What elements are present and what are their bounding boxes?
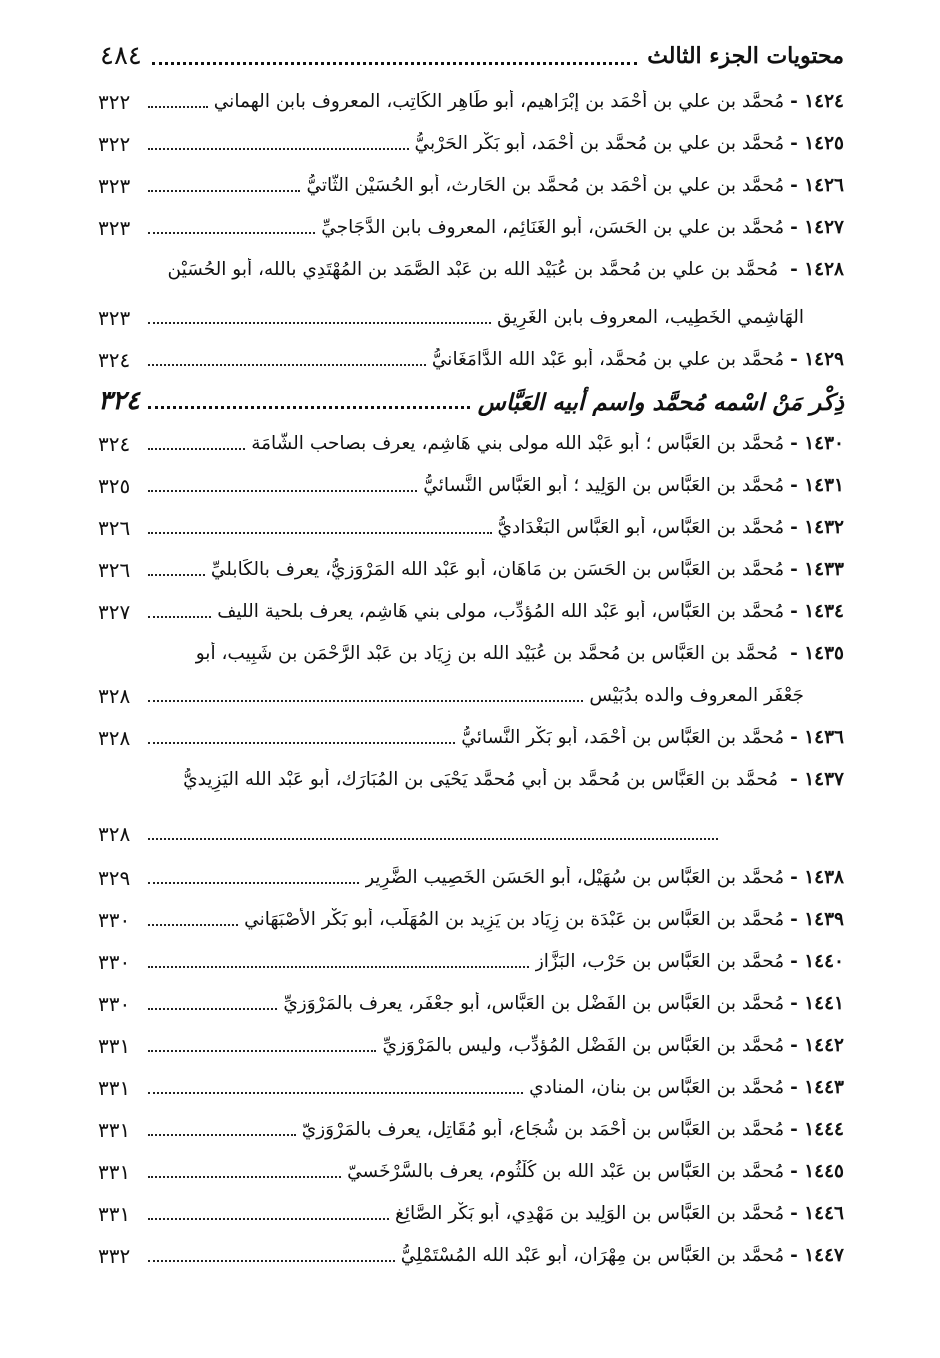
entry-number: ١٤٢٩ -: [790, 349, 844, 370]
leader-dots: [148, 700, 583, 702]
entry-row: [98, 982, 844, 1024]
entry-row: [98, 716, 844, 758]
entry-text: مُحمَّد بن العَبَّاس، أبو العَبَّاس البَغْدَاديُّ: [497, 517, 785, 538]
entry-page: ٣٣١: [98, 1118, 131, 1142]
leader-dots: [148, 1176, 341, 1178]
leader-dots: [148, 148, 409, 150]
section-title: ذِكْر مَنْ اسْمه مُحمَّد واسم أبيه العَبَّاس: [477, 389, 844, 416]
entry-number: ١٤٢٥ -: [790, 133, 844, 154]
entry-text: مُحمَّد بن العَبَّاس بن الوَلِيد ؛ أبو العَبَّاس النَّسائيُّ: [423, 475, 785, 496]
entry-page: ٣٢٤: [98, 432, 131, 456]
entry-text: مُحمَّد بن العَبَّاس بن عَبْدَة بن زِيَاد بن يَزِيد بن المُهَلَّب، أبو بَكْر الأصْبَهَاني: [244, 909, 785, 930]
leader-dots: [148, 742, 455, 744]
entry-page: ٣٢٨: [98, 822, 131, 846]
entry-number: ١٤٢٧ -: [790, 217, 844, 238]
leader-dots: [148, 406, 470, 409]
entry-page: ٣٣١: [98, 1202, 131, 1226]
entry-text-continued: جَعْفَر المعروف والده بدُبَيْس: [589, 685, 804, 706]
leader-dots: [148, 364, 426, 366]
entry-text: مُحمَّد بن العَبَّاس بن حَرْب، البَزَّاز: [534, 951, 785, 972]
entry-row: [98, 164, 844, 206]
entry-text: مُحمَّد بن علي بن أحْمَد بن إبْرَاهيم، أبو طَاهِر الكَاتِب، المعروف بابن الهماني: [213, 91, 785, 112]
entry-page: ٣٣١: [98, 1160, 131, 1184]
entry-page: ٣٣١: [98, 1034, 131, 1058]
entry-text: مُحمَّد بن العَبَّاس بن أحْمَد بن شُجَاع، أبو مُقَاتِل، يعرف بالمَرْوَزيّ: [301, 1119, 785, 1140]
entry-page: ٣٢٣: [98, 174, 131, 198]
entry-row: [98, 122, 844, 164]
entry-line-1: [98, 768, 844, 792]
entry-page: ٣٢٤: [98, 348, 131, 372]
leader-dots: [148, 532, 492, 534]
entry-row-multiline: [98, 758, 844, 854]
entry-text: مُحمَّد بن العَبَّاس بن الفَضْل المُؤدِّب، وليس بالمَرْوَزيِّ: [382, 1035, 785, 1056]
entry-row: [98, 80, 844, 122]
entry-row: [98, 1150, 844, 1192]
entry-page: ٣٢٩: [98, 866, 131, 890]
entry-page: ٣٢٥: [98, 474, 131, 498]
entry-text: مُحمَّد بن العَبَّاس بن أحْمَد، أبو بَكْر النَّسائيُّ: [461, 727, 785, 748]
entry-page: ٣٢٣: [98, 216, 131, 240]
entry-number: ١٤٣١ -: [790, 475, 844, 496]
entry-text: مُحمَّد بن العَبَّاس بن مُحمَّد بن عُبَيْد الله بن زِيَاد بن عَبْد الرَّحْمَن بن شَبِيب، أبو: [195, 643, 779, 664]
entry-row: [98, 422, 844, 464]
entry-text: مُحمَّد بن علي بن مُحمَّد بن عُبَيْد الله بن عَبْد الصَّمَد بن المُهْتَدِي بالله، أبو الحُسَيْن: [167, 259, 779, 280]
page-header: [100, 36, 844, 76]
entry-row: [98, 506, 844, 548]
entry-row: [98, 548, 844, 590]
leader-dots: [148, 322, 491, 324]
leader-dots: [148, 232, 315, 234]
entry-number: ١٤٣٠ -: [790, 433, 844, 454]
entry-number: ١٤٢٦ -: [790, 175, 844, 196]
entry-page: ٣٢٦: [98, 516, 131, 540]
entry-line-1: [98, 258, 844, 282]
entry-number: ١٤٣٦ -: [790, 727, 844, 748]
leader-dots: [148, 838, 718, 840]
entry-line-2: [98, 684, 844, 708]
contents-list: [98, 80, 844, 1276]
header-title: محتويات الجزء الثالث: [647, 43, 844, 69]
header-leader-dots: [152, 48, 637, 65]
entry-page: ٣٢٨: [98, 726, 131, 750]
entry-page: ٣٢٣: [98, 306, 131, 330]
entry-number: ١٤٣٩ -: [790, 909, 844, 930]
entry-number: ١٤٤٣ -: [790, 1077, 844, 1098]
entry-text: مُحمَّد بن علي بن الحَسَن، أبو الغَنَائِم، المعروف بابن الدَّجَاجيِّ: [321, 217, 785, 238]
entry-row: [98, 898, 844, 940]
entry-number: ١٤٤٢ -: [790, 1035, 844, 1056]
entry-number: ١٤٢٤ -: [790, 91, 844, 112]
entry-row: [98, 590, 844, 632]
leader-dots: [148, 106, 208, 108]
leader-dots: [148, 1134, 296, 1136]
leader-dots: [148, 616, 211, 618]
entry-row-multiline: [98, 248, 844, 338]
entry-page: ٣٢٧: [98, 600, 131, 624]
entry-text: مُحمَّد بن العَبَّاس بن بنان، المنادي: [529, 1077, 785, 1098]
leader-dots: [148, 574, 205, 576]
entry-number: ١٤٤٤ -: [790, 1119, 844, 1140]
entry-number: ١٤٤٥ -: [790, 1161, 844, 1182]
entry-text: مُحمَّد بن العَبَّاس بن الحَسَن بن مَاهَان، أبو عَبْد الله المَرْوَزيُّ، يعرف بالكَابليِّ: [210, 559, 785, 580]
entry-page: ٣٣٠: [98, 908, 131, 932]
leader-dots: [148, 1008, 277, 1010]
entry-row: [98, 338, 844, 380]
section-heading: [98, 380, 844, 422]
entry-number: ١٤٣٥ -: [790, 643, 844, 664]
entry-text: مُحمَّد بن العَبَّاس بن سُهَيْل، أبو الحَسَن الخَصِيب الضَّرِير: [365, 867, 785, 888]
entry-number: ١٤٤٦ -: [790, 1203, 844, 1224]
entry-text: مُحمَّد بن علي بن مُحمَّد، أبو عَبْد الله الدَّامَغَانيُّ: [431, 349, 785, 370]
leader-dots: [148, 190, 300, 192]
entry-text: مُحمَّد بن العَبَّاس ؛ أبو عَبْد الله مولى بني هَاشِم، يعرف بصاحب الشَّامَة: [251, 433, 785, 454]
leader-dots: [148, 924, 238, 926]
entry-page: ٣٢٦: [98, 558, 131, 582]
entry-page: ٣٢٨: [98, 684, 131, 708]
entry-number: ١٤٣٤ -: [790, 601, 844, 622]
header-page-number: ٤٨٤: [100, 41, 142, 71]
entry-number: ١٤٤١ -: [790, 993, 844, 1014]
leader-dots: [148, 1260, 395, 1262]
entry-page: ٣٣٢: [98, 1244, 131, 1268]
leader-dots: [148, 490, 417, 492]
leader-dots: [148, 882, 359, 884]
entry-number: ١٤٣٧ -: [790, 769, 844, 790]
entry-text-continued: الهَاشِمي الخَطِيب، المعروف بابن الغَرِيق: [497, 307, 804, 328]
entry-text: مُحمَّد بن العَبَّاس بن مُحمَّد بن أبي مُحمَّد يَحْيَى بن المُبَارَك، أبو عَبْد الله اليَزِيديُّ: [183, 769, 779, 790]
entry-text: مُحمَّد بن العَبَّاس بن مِهْرَان، أبو عَبْد الله المُسْتَمْلِيُّ: [400, 1245, 785, 1266]
leader-dots: [148, 966, 529, 968]
entry-text: مُحمَّد بن العَبَّاس بن عَبْد الله بن كُلْثُوم، يعرف بالسَّرْخَسيّ: [347, 1161, 785, 1182]
leader-dots: [148, 448, 245, 450]
entry-number: ١٤٣٣ -: [790, 559, 844, 580]
entry-text: مُحمَّد بن علي بن أحْمَد بن مُحمَّد بن الحَارث، أبو الحُسَيْن الثَّاتيُّ: [306, 175, 785, 196]
entry-row: [98, 854, 844, 898]
entry-number: ١٤٢٨ -: [790, 259, 844, 280]
entry-page: ٣٣٠: [98, 992, 131, 1016]
entry-text: مُحمَّد بن العَبَّاس بن الفَضْل بن العَبَّاس، أبو جعْفَر، يعرف بالمَرْوَزيِّ: [283, 993, 785, 1014]
leader-dots: [148, 1050, 376, 1052]
entry-text: مُحمَّد بن العَبَّاس بن الوَلِيد بن مَهْدِي، أبو بَكْر الصَّائِغ: [395, 1203, 785, 1224]
entry-number: ١٤٤٧ -: [790, 1245, 844, 1266]
entry-number: ١٤٣٢ -: [790, 517, 844, 538]
entry-row: [98, 1066, 844, 1108]
entry-page: ٣٢٢: [98, 90, 131, 114]
entry-page: ٣٣٠: [98, 950, 131, 974]
entry-row: [98, 206, 844, 248]
leader-dots: [148, 1092, 523, 1094]
entry-row: [98, 1024, 844, 1066]
entry-line-2: [98, 822, 844, 846]
entry-row-multiline: [98, 632, 844, 716]
entry-row: [98, 464, 844, 506]
entry-text: مُحمَّد بن علي بن مُحمَّد بن أحْمَد، أبو بَكْر الحَرْبيُّ: [414, 133, 785, 154]
entry-line-1: [98, 642, 844, 666]
entry-text: مُحمَّد بن العَبَّاس، أبو عَبْد الله المُؤدِّب، مولى بني هَاشِم، يعرف بلحية الليف: [217, 601, 785, 622]
entry-row: [98, 940, 844, 982]
entry-line-2: [98, 306, 844, 330]
entry-row: [98, 1192, 844, 1234]
section-page: ٣٢٤: [98, 386, 140, 416]
leader-dots: [148, 1218, 389, 1220]
entry-row: [98, 1108, 844, 1150]
entry-row: [98, 1234, 844, 1276]
entry-number: ١٤٤٠ -: [790, 951, 844, 972]
entry-page: ٣٣١: [98, 1076, 131, 1100]
entry-number: ١٤٣٨ -: [790, 867, 844, 888]
entry-page: ٣٢٢: [98, 132, 131, 156]
